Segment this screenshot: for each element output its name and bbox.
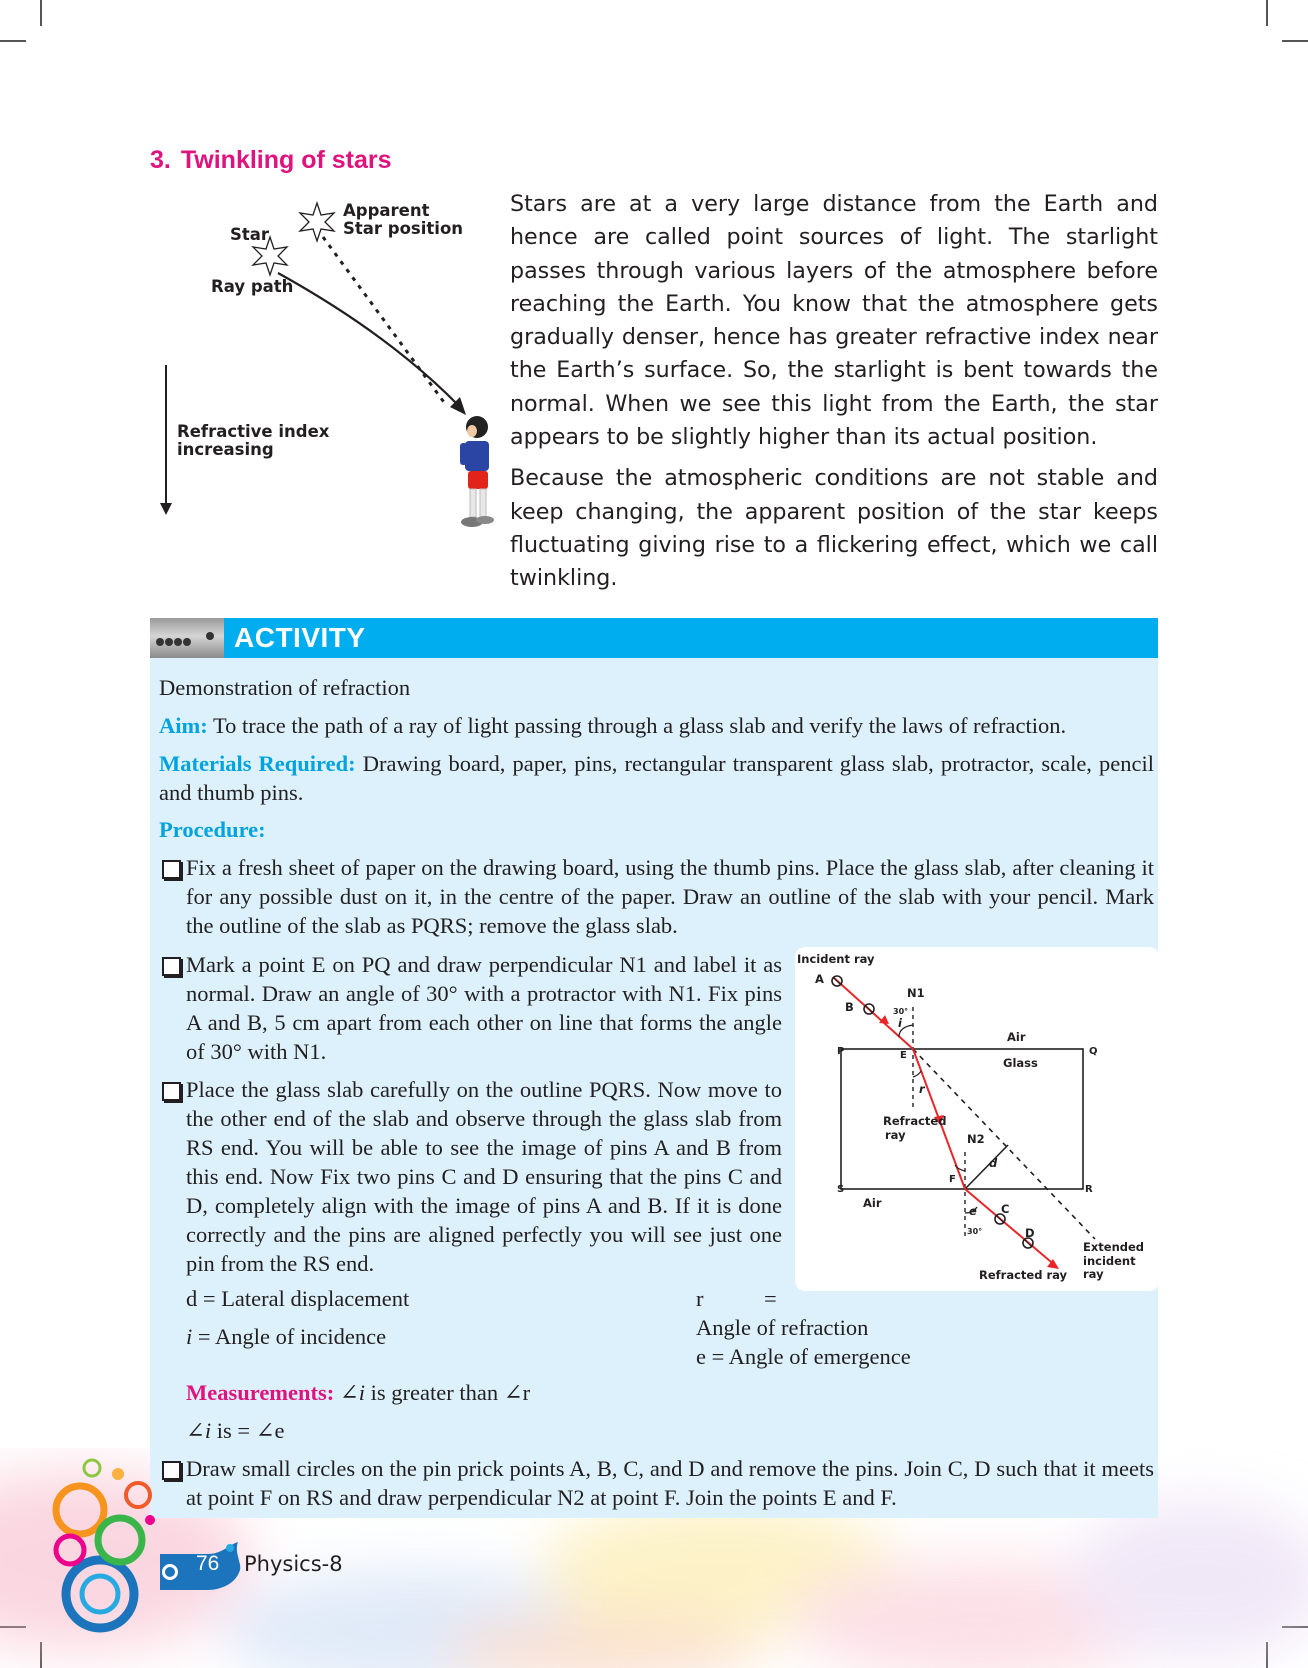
diag-refracted-2: ray <box>885 1128 906 1142</box>
measurements-label: Measurements: <box>186 1380 335 1405</box>
checkbox-bullet-icon <box>162 957 181 976</box>
crop-mark <box>0 40 26 42</box>
activity-materials <box>159 749 1154 807</box>
diag-glass: Glass <box>1003 1056 1038 1070</box>
diag-a: A <box>815 972 824 986</box>
glass-slab-diagram <box>795 947 1159 1291</box>
diag-e-point: E <box>900 1050 907 1061</box>
newtons-cradle-icon <box>150 618 224 658</box>
diag-extended-2: incident ray <box>1083 1254 1136 1281</box>
diag-extended-1: Extended <box>1083 1240 1145 1254</box>
meas-2-i: i <box>204 1418 212 1443</box>
procedure-step-1: Fix a fresh sheet of paper on the drawing board, using the thumb pins. Place the glass slab, after cleaning it for any possible dust on it, in the centre of the paper. Draw an outline of the slab with your pencil. Mark the outline of the slab as PQRS; remove the glass slab. <box>186 855 1154 938</box>
label-ray-path: Ray path <box>211 277 294 296</box>
legend-e: e = Angle of emergence <box>696 1344 911 1369</box>
twinkling-paragraph-2: Because the atmospheric conditions are not stable and keep changing, the apparent position of the star keeps fluctuating giving rise to a flickering effect, which we call twinkling. <box>510 465 1158 592</box>
legend-r-symbol: r <box>696 1286 704 1311</box>
diag-n2: N2 <box>967 1132 985 1146</box>
legend-i-symbol: i <box>186 1324 193 1349</box>
procedure-step-2: Mark a point E on PQ and draw perpendicular N1 and label it as normal. Draw an angle of 30° with a protractor with N1. Fix pins A and B, 5 cm apart from each other on line that forms the angle of 30° with N1. <box>186 952 782 1064</box>
diag-incident-ray: Incident ray <box>797 952 875 966</box>
label-refractive-index: Refractive index <box>177 422 330 441</box>
checkbox-bullet-icon <box>162 1082 181 1101</box>
diag-air-bottom: Air <box>863 1196 882 1210</box>
activity-aim <box>159 711 1154 740</box>
activity-intro: Demonstration of refraction <box>159 675 411 700</box>
diag-r: r <box>919 1082 925 1096</box>
legend-r-text: Angle of refraction <box>696 1315 869 1340</box>
diag-e-angle: e <box>969 1204 977 1218</box>
activity-title: ACTIVITY <box>234 622 366 653</box>
procedure-step-4: Draw small circles on the pin prick points A, B, C, and D and remove the pins. Join C, D such that it meets at point F on RS and draw perpendicular N2 at point F. Join the points E and F. <box>186 1456 1154 1510</box>
diag-f: F <box>949 1174 956 1185</box>
section-heading <box>150 146 392 175</box>
section-title: Twinkling of stars <box>180 146 392 174</box>
twinkling-text <box>510 188 1158 604</box>
legend-d: d = Lateral displacement <box>186 1286 410 1311</box>
twinkling-star-figure <box>150 195 500 555</box>
book-title: Physics-8 <box>244 1552 343 1576</box>
crop-mark <box>1266 0 1268 26</box>
ray-path-line <box>278 273 460 407</box>
measurements-line-2 <box>186 1416 285 1445</box>
apparent-star-icon <box>300 203 334 241</box>
procedure-label: Procedure: <box>159 817 266 842</box>
pin-a-icon <box>832 976 842 986</box>
procedure-step-3: Place the glass slab carefully on the outline PQRS. Now move to the other end of the slab and observe through the glass slab from RS end. You will be able to see the image of pins A and B from this end. Now Fix two pins C and D ensuring that the pins C and D, completely align with the image of pins A and B. If it is done correctly and the pins are aligned perfectly you will see just one pin from the RS end. <box>186 1077 782 1276</box>
aim-label: Aim: <box>159 713 208 738</box>
diag-s: S <box>837 1184 845 1195</box>
crop-mark <box>40 0 42 26</box>
materials-label: Materials Required: <box>159 751 356 776</box>
twinkling-paragraph-1: Stars are at a very large distance from the Earth and hence are called point sources of light. The starlight passes through various layers of the atmosphere before reaching the Earth. You know that the atmosphere gets gradually denser, hence has greater refractive index near the Earth’s surface. So, the starlight is bent towards the normal. When we see this light from the Earth, the star appears to be slightly higher than its actual position. <box>510 191 1158 451</box>
observer-boy-illustration <box>460 416 494 527</box>
aim-text: To trace the path of a ray of light passing through a glass slab and verify the laws of refraction. <box>212 713 1067 738</box>
meas-1-rest: is greater than ∠r <box>365 1380 531 1405</box>
meas-1-angle: ∠ <box>339 1380 359 1405</box>
diag-30-top: 30° <box>893 1007 909 1016</box>
legend-i-text: = Angle of incidence <box>192 1324 387 1349</box>
diag-d: d <box>989 1156 998 1170</box>
diag-refracted-ray: Refracted ray <box>979 1268 1068 1282</box>
diag-r-point: R <box>1085 1184 1093 1195</box>
diag-refracted-1: Refracted <box>883 1114 947 1128</box>
diag-i: i <box>898 1016 902 1030</box>
diag-n1: N1 <box>907 986 925 1000</box>
diag-c: C <box>1001 1202 1010 1216</box>
meas-2-rest: is = ∠e <box>211 1418 285 1443</box>
diag-p: P <box>837 1046 845 1057</box>
diag-d-pin: D <box>1025 1226 1035 1240</box>
slab-outline-pqrs <box>841 1049 1083 1189</box>
lateral-displacement-line <box>965 1145 1008 1189</box>
legend-r-equals: = <box>764 1286 777 1311</box>
diag-q: Q <box>1089 1046 1098 1057</box>
diag-30-bottom: 30° <box>967 1227 983 1236</box>
label-apparent: Apparent <box>343 201 430 220</box>
section-number: 3. <box>150 146 171 174</box>
pin-b-icon <box>864 1004 874 1014</box>
meas-1-i: i <box>358 1380 366 1405</box>
materials-text: Drawing board, paper, pins, rectangular transparent glass slab, protractor, scale, pencil and thumb pins. <box>159 751 1154 805</box>
measurements-line-1 <box>186 1378 530 1407</box>
label-increasing: increasing <box>177 440 274 459</box>
diag-b: B <box>845 1000 854 1014</box>
apparent-direction-line <box>323 237 446 405</box>
checkbox-bullet-icon <box>162 860 181 879</box>
refractive-index-arrowhead <box>160 503 172 515</box>
label-star-position: Star position <box>343 219 464 238</box>
label-star: Star <box>230 225 270 244</box>
meas-2-angle: ∠ <box>186 1418 205 1443</box>
crop-mark <box>1282 40 1308 42</box>
diag-air-top: Air <box>1007 1030 1026 1044</box>
legend-i <box>186 1322 386 1351</box>
page-number: 76 <box>196 1552 220 1575</box>
